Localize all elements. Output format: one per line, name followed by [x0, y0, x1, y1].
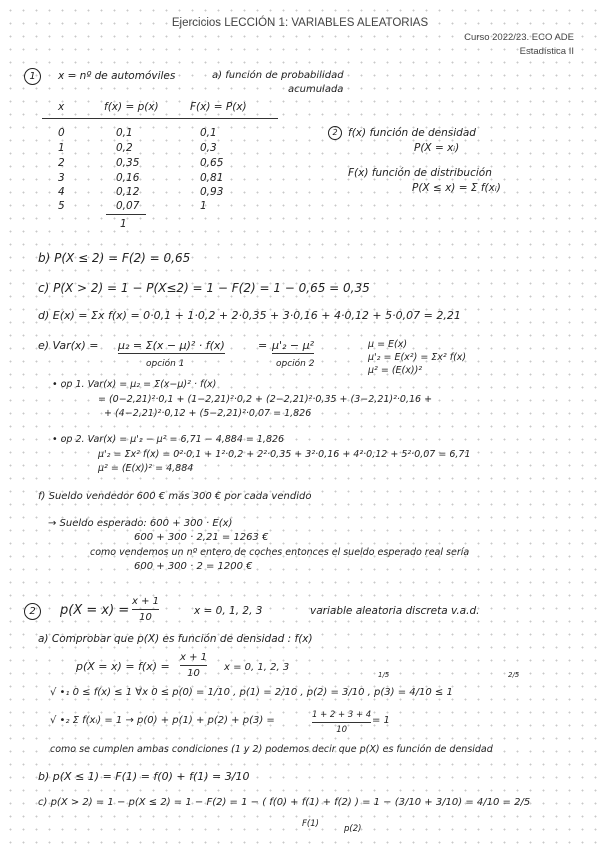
ex1-part-e-label: e) Var(x) = — [38, 339, 99, 352]
density-function-formula: P(X = xᵢ) — [414, 142, 460, 154]
ex1-part-d: d) E(x) = Σx f(x) = 0·0,1 + 1·0,2 + 2·0,35 + 3·0,16 + 4·0,12 + 5·0,07 = 2,21 — [38, 309, 461, 322]
ex2-fraction-numerator: x + 1 — [132, 596, 160, 607]
p2-annotation: p(2) — [344, 824, 362, 834]
condition-2-fraction — [312, 710, 371, 735]
definition-mu2-prime: μ'₂ = E(x²) = Σx² f(x) — [368, 352, 467, 363]
table-cell: 0 — [58, 127, 65, 139]
table-sum: 1 — [120, 218, 127, 230]
simplified-fraction-1: 1/5 — [378, 671, 390, 679]
table-cell: 0,65 — [200, 157, 224, 169]
ex1-part-f: f) Sueldo vendedor 600 € más 300 € por cada vendido — [38, 491, 312, 502]
ex2-part-a: a) Comprobar que p(X) es función de densidad : f(x) — [38, 633, 313, 645]
condition-2-result: = 1 — [372, 715, 390, 726]
option-2-label: opción 2 — [276, 359, 315, 369]
subject-label: Estadística II — [519, 46, 574, 57]
table-header-F: F(x) = P(x) — [190, 101, 247, 113]
fraction-bar — [312, 722, 371, 723]
variance-option-2-formula: μ'₂ − μ² — [272, 339, 315, 352]
simplified-fraction-2: 2/5 — [508, 671, 520, 679]
condition-2: √ •₂ Σ f(xᵢ) = 1 → p(0) + p(1) + p(2) + p(3) = — [50, 715, 275, 726]
table-cell: 2 — [58, 157, 65, 169]
table-cell: 3 — [58, 172, 65, 184]
distribution-function-formula: P(X ≤ x) = Σ f(xᵢ) — [412, 182, 501, 194]
table-cell: 0,2 — [116, 142, 133, 154]
table-cell: 0,12 — [116, 186, 140, 198]
table-cell: 1 — [58, 142, 65, 154]
table-header-x: x — [58, 101, 65, 113]
side-note-number: 2 — [328, 126, 342, 140]
definition-mu-squared: μ² = (E(x))² — [368, 365, 423, 376]
ex2-part-c: c) p(X > 2) = 1 − p(X ≤ 2) = 1 − F(2) = 1 − ( f(0) + f(1) + f(2) ) = 1 − (3/10 + 3/10) = 4/10 = 2/5 — [38, 797, 531, 808]
course-label: Curso 2022/23. ECO ADE — [464, 32, 574, 43]
ex2-density-left: p(X = x) = f(x) = — [76, 660, 170, 673]
ex1-variable-definition: x = nº de automóviles — [58, 70, 176, 82]
ex1-note-a2: acumulada — [288, 84, 344, 95]
option-1-line-1: • op 1. Var(x) = μ₂ = Σ(x−μ)² · f(x) — [52, 379, 217, 390]
real-salary-note: como vendemos un nº entero de coches entonces el sueldo esperado real sería — [90, 547, 470, 558]
table-cell: 0,16 — [116, 172, 140, 184]
table-cell: 1 — [200, 200, 207, 212]
page-title: Ejercicios LECCIÓN 1: VARIABLES ALEATORIAS — [171, 17, 429, 29]
expected-salary-formula: → Sueldo esperado: 600 + 300 · E(x) — [48, 518, 233, 529]
ex2-density-fraction — [180, 652, 207, 679]
exercise-1-number: 1 — [24, 68, 41, 85]
condition-1: √ •₁ 0 ≤ f(x) ≤ 1 ∀x 0 ≤ p(0) = 1/10 , p(1) = 2/10 , p(2) = 3/10 , p(3) = 4/10 ≤ 1 — [50, 687, 453, 698]
table-cell: 0,07 — [116, 200, 140, 212]
ex2-density-domain: x = 0, 1, 2, 3 — [224, 662, 290, 673]
real-salary-value: 600 + 300 · 2 = 1200 € — [134, 561, 253, 572]
sum-rule — [106, 214, 146, 215]
ex2-definition-left: p(X = x) = — [60, 603, 130, 618]
table-cell: 4 — [58, 186, 65, 198]
option-2-line-1: • op 2. Var(x) = μ'₂ − μ² = 6,71 − 4,884 = 1,826 — [52, 434, 285, 445]
equals-sign: = — [258, 339, 268, 352]
exercise-2-number: 2 — [24, 603, 41, 620]
table-cell: 5 — [58, 200, 65, 212]
variance-option-1-formula: μ₂ = Σ(x − μ)² · f(x) — [118, 339, 225, 352]
definition-mu: μ = E(x) — [368, 339, 408, 350]
ex1-part-c: c) P(X > 2) = 1 − P(X≤2) = 1 − F(2) = 1 − 0,65 = 0,35 — [38, 281, 370, 295]
option-1-line-3: + (4−2,21)²·0,12 + (5−2,21)²·0,07 = 1,826 — [104, 408, 312, 419]
option-2-line-3: μ² = (E(x))² = 4,884 — [98, 463, 194, 474]
table-cell: 0,3 — [200, 142, 217, 154]
condition-2-numerator: 1 + 2 + 3 + 4 — [312, 710, 372, 720]
ex2-density-denominator: 10 — [187, 668, 200, 679]
ex2-part-b: b) p(X ≤ 1) = F(1) = f(0) + f(1) = 3/10 — [38, 770, 250, 783]
option-1-label: opción 1 — [146, 359, 185, 369]
ex1-part-b: b) P(X ≤ 2) = F(2) = 0,65 — [38, 251, 191, 265]
table-cell: 0,93 — [200, 186, 224, 198]
distribution-function-note: F(x) función de distribución — [348, 167, 492, 179]
ex2-conclusion: como se cumplen ambas condiciones (1 y 2) podemos decir que p(X) es función de densidad — [50, 744, 493, 755]
table-cell: 0,1 — [200, 127, 217, 139]
ex2-domain: x = 0, 1, 2, 3 — [194, 605, 263, 617]
table-cell: 0,81 — [200, 172, 224, 184]
table-cell: 0,1 — [116, 127, 133, 139]
ex1-note-a: a) función de probabilidad — [212, 70, 344, 81]
table-rule — [42, 118, 278, 119]
ex2-density-numerator: x + 1 — [180, 652, 208, 663]
table-cell: 0,35 — [116, 157, 140, 169]
ex2-variable-type: variable aleatoria discreta v.a.d. — [310, 605, 480, 617]
density-function-note: f(x) función de densidad — [348, 127, 476, 139]
expected-salary-value: 600 + 300 · 2,21 = 1263 € — [134, 532, 269, 543]
fraction-bar — [180, 665, 207, 666]
condition-2-denominator: 10 — [336, 725, 348, 735]
fraction-bar — [132, 609, 159, 610]
F1-annotation: F(1) — [302, 819, 319, 829]
ex2-fraction-denominator: 10 — [139, 612, 152, 623]
option-1-line-2: = (0−2,21)²·0,1 + (1−2,21)²·0,2 + (2−2,21)²·0,35 + (3−2,21)²·0,16 + — [98, 394, 433, 405]
table-header-f: f(x) = p(x) — [104, 101, 159, 113]
option-2-line-2: μ'₂ = Σx² f(x) = 0²·0,1 + 1²·0,2 + 2²·0,35 + 3²·0,16 + 4²·0,12 + 5²·0,07 = 6,71 — [98, 449, 471, 460]
ex2-fraction — [132, 596, 159, 623]
